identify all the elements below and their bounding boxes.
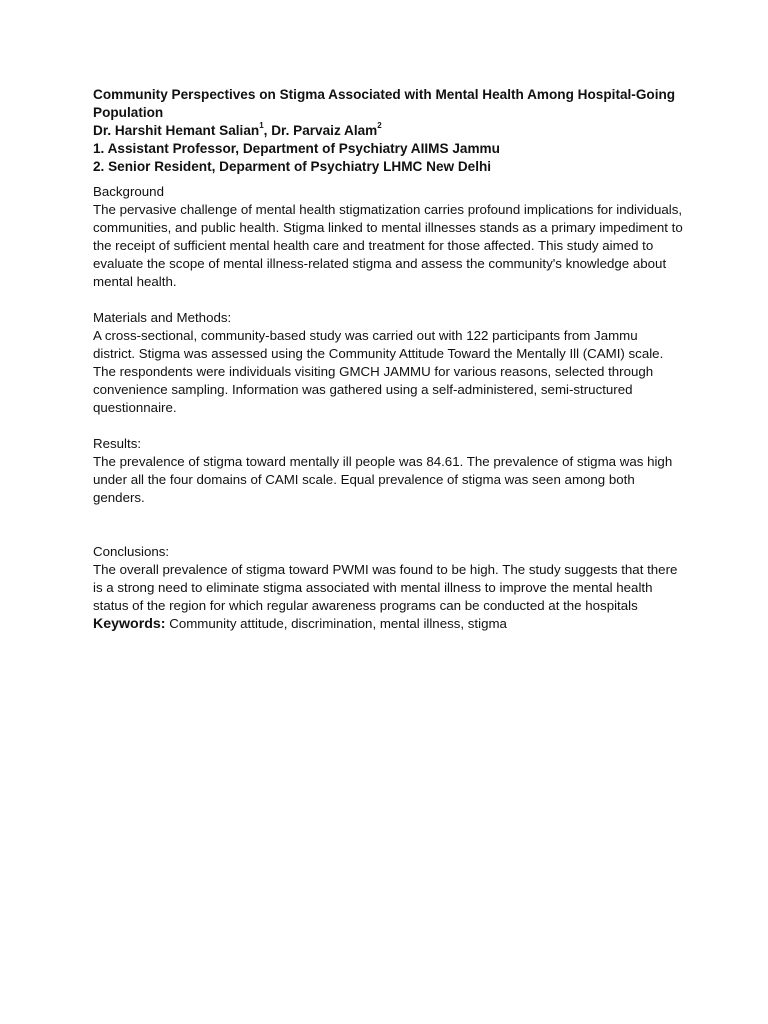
section-body: The pervasive challenge of mental health stigmatization carries profound implications for individuals, communities, and public health. Stigma linked to mental illnesses stands as a primary impediment to the receipt of sufficient mental health care and treatment for those affected. This study aimed to evaluate the scope of mental illness-related stigma and assess the community's knowledge about mental health. xyxy=(93,202,683,289)
author-line xyxy=(93,122,683,140)
background-section xyxy=(93,183,683,291)
paper-title: Community Perspectives on Stigma Associated with Mental Health Among Hospital-Going Population xyxy=(93,87,676,120)
spacer xyxy=(93,176,683,183)
spacer xyxy=(93,291,683,309)
section-body: The overall prevalence of stigma toward PWMI was found to be high. The study suggests that there is a strong need to eliminate stigma associated with mental illness to improve the mental health status of the region for which regular awareness programs can be conducted at the hospitals xyxy=(93,562,678,613)
document-page xyxy=(93,86,683,633)
affiliation-line: 2. Senior Resident, Deparment of Psychiatry LHMC New Delhi xyxy=(93,159,492,174)
affiliation-line: 1. Assistant Professor, Department of Psychiatry AIIMS Jammu xyxy=(93,141,500,156)
methods-section xyxy=(93,309,683,417)
author-name: Dr. Parvaiz Alam xyxy=(271,123,378,138)
author-separator: , xyxy=(263,123,272,138)
header-block xyxy=(93,86,683,176)
section-body: A cross-sectional, community-based study was carried out with 122 participants from Jammu district. Stigma was assessed using the Community Attitude Toward the Mentally Ill (CAMI) scale. The respondents were individuals visiting GMCH JAMMU for various reasons, selected through convenience sampling. Information was gathered using a self-administered, semi-structured questionnaire. xyxy=(93,328,664,415)
section-heading: Materials and Methods: xyxy=(93,310,232,325)
keywords-label: Keywords: xyxy=(93,616,166,632)
section-body: The prevalence of stigma toward mentally ill people was 84.61. The prevalence of stigma was high under all the four domains of CAMI scale. Equal prevalence of stigma was seen among both genders. xyxy=(93,454,673,505)
results-section xyxy=(93,435,683,507)
section-heading: Background xyxy=(93,184,164,199)
conclusions-section xyxy=(93,543,683,615)
author-superscript: 1 xyxy=(259,121,264,131)
section-heading: Results: xyxy=(93,436,142,451)
keywords-text: Community attitude, discrimination, mental illness, stigma xyxy=(165,616,507,631)
spacer xyxy=(93,417,683,435)
author-name: Dr. Harshit Hemant Salian xyxy=(93,123,260,138)
author-superscript: 2 xyxy=(377,121,382,131)
section-heading: Conclusions: xyxy=(93,544,170,559)
keywords-line xyxy=(93,615,683,633)
spacer xyxy=(93,507,683,543)
